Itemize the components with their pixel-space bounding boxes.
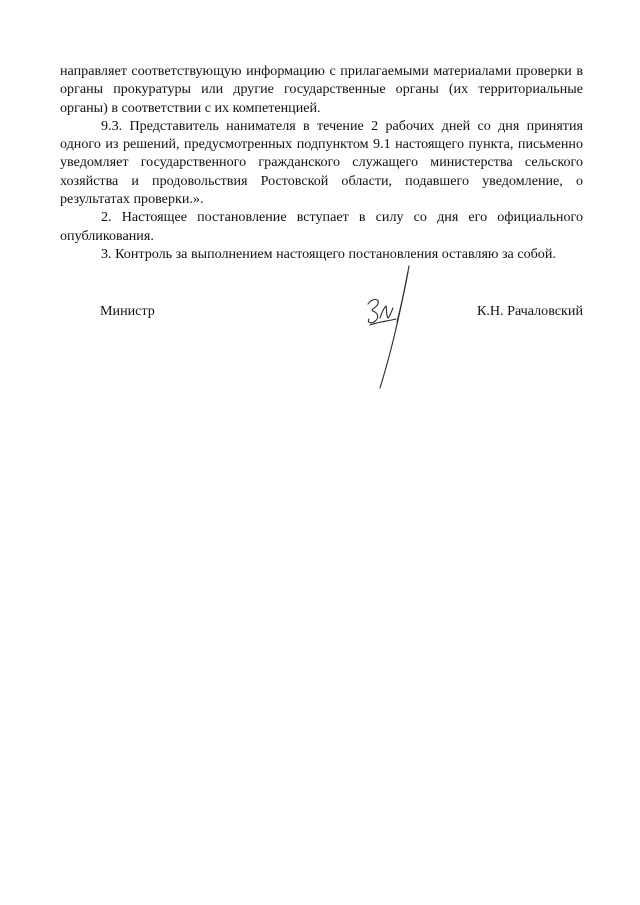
signer-position: Министр	[100, 303, 155, 319]
signature-row	[0, 302, 640, 322]
signer-name: К.Н. Рачаловский	[477, 303, 583, 319]
paragraph-clause-9-3: 9.3. Представитель нанимателя в течение 2 рабочих дней со дня принятия одного из решений, предусмотренных подпунктом 9.1 настоящего пункта, письменно уведомляет государственного гражданского служащего министерства сельского хозяйства и продовольствия Ростовской области, подавшего уведомление, о результатах проверки.».	[60, 117, 583, 208]
handwritten-signature	[356, 262, 416, 392]
paragraph-clause-3: 3. Контроль за выполнением настоящего постановления оставляю за собой.	[101, 245, 556, 262]
paragraph-continuation: направляет соответствующую информацию с прилагаемыми материалами проверки в органы прокуратуры или другие государственные органы (их территориальные органы) в соответствии с их компетенцией.	[60, 63, 583, 116]
document-body	[60, 62, 583, 263]
paragraph-clause-2: 2. Настоящее постановление вступает в силу со дня его официального опубликования.	[60, 209, 583, 244]
